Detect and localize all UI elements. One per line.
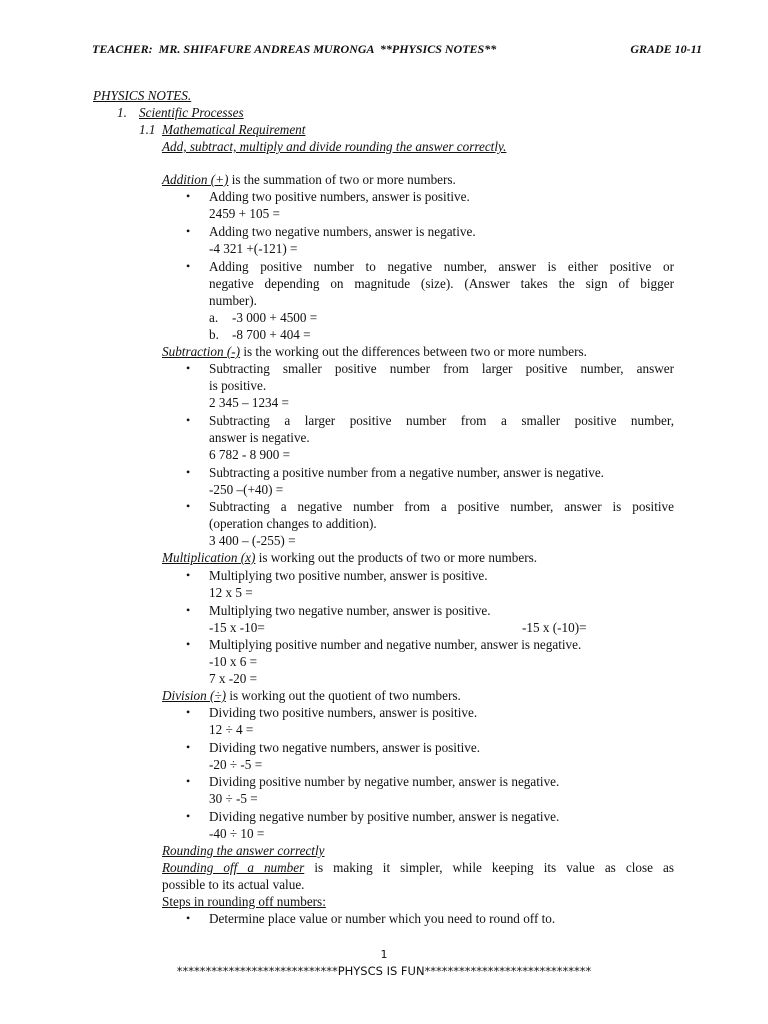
addition-example-3b: -8 700 + 404 = bbox=[232, 327, 311, 342]
subtraction-example-2: 6 782 - 8 900 = bbox=[209, 447, 291, 462]
addition-example-1: 2459 + 105 = bbox=[209, 206, 280, 221]
addition-rule-3-line-2: negative depending on magnitude (size). (Answer takes the sign of bigger bbox=[209, 276, 674, 291]
addition-example-3a-label: a. bbox=[209, 310, 219, 325]
division-example-3: 30 ÷ -5 = bbox=[209, 791, 258, 806]
addition-example-2: -4 321 +(-121) = bbox=[209, 241, 298, 256]
header-teacher: TEACHER: MR. SHIFAFURE ANDREAS MURONGA **PHYSICS NOTES** bbox=[92, 42, 497, 56]
subtraction-rule-2-line-1: Subtracting a larger positive number from a smaller positive number, bbox=[209, 413, 674, 428]
addition-rule-3-line-3: number). bbox=[209, 293, 257, 308]
bullet-icon: • bbox=[186, 705, 191, 719]
subtraction-rule-1-line-2: is positive. bbox=[209, 378, 267, 393]
page-footer: ****************************PHYSCS IS FUN***************************** bbox=[176, 964, 592, 978]
subtraction-example-4: 3 400 – (-255) = bbox=[209, 533, 296, 548]
division-example-2: -20 ÷ -5 = bbox=[209, 757, 263, 772]
multiplication-term: Multiplication (x) bbox=[162, 550, 256, 565]
division-example-1: 12 ÷ 4 = bbox=[209, 722, 254, 737]
division-example-4: -40 ÷ 10 = bbox=[209, 826, 265, 841]
multiplication-rule-1: Multiplying two positive number, answer is positive. bbox=[209, 568, 488, 583]
bullet-icon: • bbox=[186, 189, 191, 203]
doc-title: PHYSICS NOTES. bbox=[93, 88, 192, 103]
subtraction-example-3: -250 –(+40) = bbox=[209, 482, 284, 497]
bullet-icon: • bbox=[186, 499, 191, 513]
rounding-definition-line-2: possible to its actual value. bbox=[162, 877, 305, 892]
division-term: Division (÷) bbox=[162, 688, 227, 703]
addition-example-3b-label: b. bbox=[209, 327, 219, 342]
subtraction-rule-2-line-2: answer is negative. bbox=[209, 430, 310, 445]
header-grade: GRADE 10-11 bbox=[630, 42, 702, 56]
rounding-step-1: Determine place value or number which you need to round off to. bbox=[209, 911, 556, 926]
multiplication-example-3b: 7 x -20 = bbox=[209, 671, 258, 686]
multiplication-example-2a: -15 x -10= bbox=[209, 620, 265, 635]
section-number: 1. bbox=[117, 105, 127, 120]
addition-rule-3-line-1: Adding positive number to negative number, answer is either positive or bbox=[209, 259, 674, 274]
bullet-icon: • bbox=[186, 465, 191, 479]
division-rule-3: Dividing positive number by negative number, answer is negative. bbox=[209, 774, 560, 789]
bullet-icon: • bbox=[186, 740, 191, 754]
bullet-icon: • bbox=[186, 413, 191, 427]
bullet-icon: • bbox=[186, 224, 191, 238]
bullet-icon: • bbox=[186, 603, 191, 617]
multiplication-example-1: 12 x 5 = bbox=[209, 585, 253, 600]
subtraction-rule-4-line-2: (operation changes to addition). bbox=[209, 516, 377, 531]
rounding-definition-line-1: Rounding off a number is making it simpler, while keeping its value as close as bbox=[162, 860, 674, 875]
subtraction-definition: Subtraction (-) is the working out the differences between two or more numbers. bbox=[162, 344, 587, 359]
multiplication-example-2b: -15 x (-10)= bbox=[522, 620, 587, 635]
addition-rule-1: Adding two positive numbers, answer is positive. bbox=[209, 189, 470, 204]
bullet-icon: • bbox=[186, 568, 191, 582]
subtraction-rule-1-line-1: Subtracting smaller positive number from larger positive number, answer bbox=[209, 361, 674, 376]
addition-example-3a: -3 000 + 4500 = bbox=[232, 310, 318, 325]
page-number: 1 bbox=[380, 948, 388, 961]
addition-rule-2: Adding two negative numbers, answer is negative. bbox=[209, 224, 476, 239]
subtraction-rule-3: Subtracting a positive number from a negative number, answer is negative. bbox=[209, 465, 604, 480]
rounding-heading: Rounding the answer correctly bbox=[162, 843, 325, 858]
division-rule-1: Dividing two positive numbers, answer is positive. bbox=[209, 705, 478, 720]
addition-definition: Addition (+) is the summation of two or more numbers. bbox=[162, 172, 456, 187]
rounding-steps-heading: Steps in rounding off numbers: bbox=[162, 894, 326, 909]
rounding-term: Rounding off a number bbox=[162, 860, 305, 875]
bullet-icon: • bbox=[186, 911, 191, 925]
subtraction-term: Subtraction (-) bbox=[162, 344, 241, 359]
section-title: Scientific Processes bbox=[139, 105, 244, 120]
multiplication-definition: Multiplication (x) is working out the products of two or more numbers. bbox=[162, 550, 538, 565]
division-rule-2: Dividing two negative numbers, answer is positive. bbox=[209, 740, 481, 755]
subtraction-rule-4-line-1: Subtracting a negative number from a positive number, answer is positive bbox=[209, 499, 674, 514]
bullet-icon: • bbox=[186, 259, 191, 273]
subtraction-example-1: 2 345 – 1234 = bbox=[209, 395, 289, 410]
multiplication-rule-3: Multiplying positive number and negative number, answer is negative. bbox=[209, 637, 582, 652]
page-header bbox=[92, 42, 702, 58]
bullet-icon: • bbox=[186, 361, 191, 375]
multiplication-rule-2: Multiplying two negative number, answer is positive. bbox=[209, 603, 491, 618]
division-definition: Division (÷) is working out the quotient of two numbers. bbox=[162, 688, 461, 703]
multiplication-example-3a: -10 x 6 = bbox=[209, 654, 258, 669]
bullet-icon: • bbox=[186, 637, 191, 651]
division-rule-4: Dividing negative number by positive number, answer is negative. bbox=[209, 809, 560, 824]
bullet-icon: • bbox=[186, 774, 191, 788]
bullet-icon: • bbox=[186, 809, 191, 823]
subsection-number: 1.1 bbox=[139, 122, 156, 137]
intro-line: Add, subtract, multiply and divide rounding the answer correctly. bbox=[162, 139, 507, 154]
subsection-title: Mathematical Requirement bbox=[162, 122, 306, 137]
addition-term: Addition (+) bbox=[162, 172, 229, 187]
